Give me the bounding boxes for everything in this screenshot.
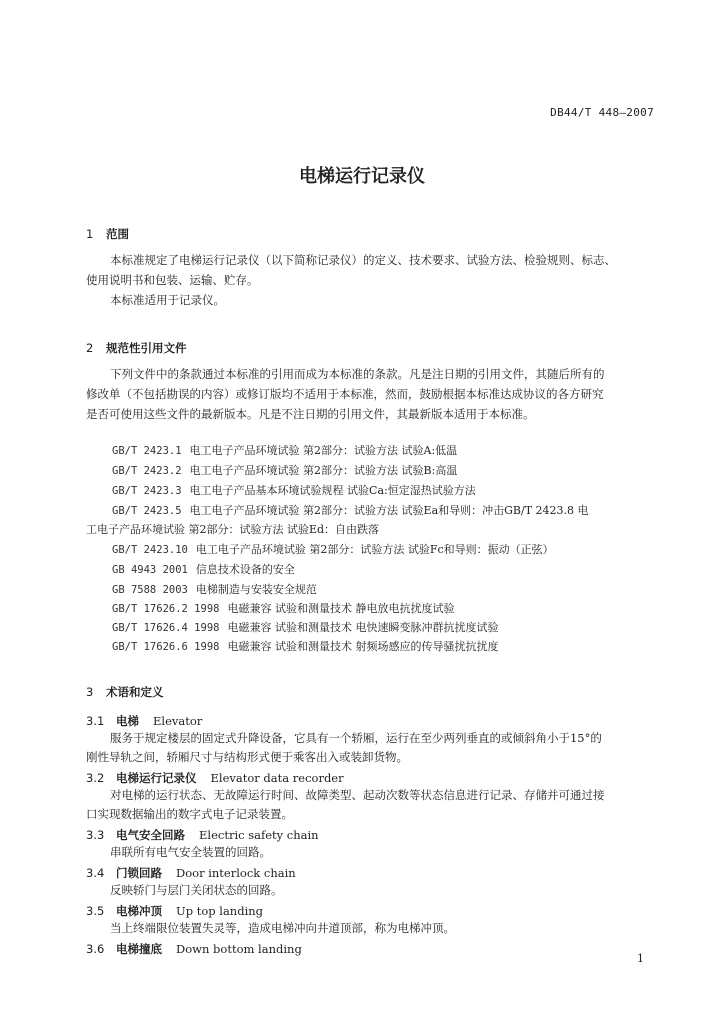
document-title: 电梯运行记录仪: [299, 166, 425, 187]
section-title: 规范性引用文件: [106, 341, 187, 355]
term-definition-line: 串联所有电气安全装置的回路。: [110, 845, 271, 859]
scope-paragraph-line: 本标准适用于记录仪。: [110, 293, 225, 307]
reference-code: GB/T 2423.3: [112, 485, 182, 497]
section-heading-normative: [86, 340, 187, 356]
normative-paragraph-line: 修改单（不包括勘误的内容）或修订版均不适用于本标准，然而，鼓励根据本标准达成协议的各方研究: [86, 387, 604, 401]
section-number: 2: [86, 341, 94, 355]
term-english: Down bottom landing: [176, 942, 302, 956]
term-name: 电气安全回路: [116, 828, 185, 842]
section-title: 范围: [106, 227, 129, 241]
term-number: 3.2: [86, 771, 105, 785]
term-english: Door interlock chain: [176, 866, 296, 880]
section-heading-scope: [86, 226, 129, 242]
reference-code: GB/T 2423.5: [112, 505, 182, 517]
reference-code: GB/T 2423.10: [112, 544, 188, 556]
reference-item: [112, 600, 454, 616]
term-name: 电梯冲顶: [116, 904, 162, 918]
term-name: 电梯撞底: [116, 942, 162, 956]
term-definition-line: 当上终端限位装置失灵等，造成电梯冲向井道顶部，称为电梯冲顶。: [110, 921, 455, 935]
term-name: 电梯运行记录仪: [116, 771, 197, 785]
term-name: 门锁回路: [116, 866, 162, 880]
scope-paragraph-line: 使用说明书和包装、运输、贮存。: [86, 273, 259, 287]
reference-title: 电工电子产品基本环境试验规程 试验Ca:恒定湿热试验方法: [189, 484, 476, 497]
reference-title: 电工电子产品环境试验 第2部分：试验方法 试验A:低温: [189, 444, 458, 457]
term-english: Up top landing: [176, 904, 264, 918]
reference-code: GB/T 17626.4 1998: [112, 622, 220, 634]
reference-item: [112, 502, 589, 518]
section-number: 3: [86, 685, 94, 699]
document-code: DB44/T 448—2007: [550, 106, 654, 119]
term-number: 3.5: [86, 904, 105, 918]
term-english: Electric safety chain: [199, 828, 319, 842]
term-number: 3.6: [86, 942, 105, 956]
reference-item: [112, 619, 498, 635]
reference-item: [112, 581, 317, 597]
reference-code: GB/T 2423.2: [112, 465, 182, 477]
reference-title: 电工电子产品环境试验 第2部分：试验方法 试验Ea和导则：冲击GB/T 2423.8 电: [189, 504, 589, 517]
reference-title: 电磁兼容 试验和测量技术 电快速瞬变脉冲群抗扰度试验: [227, 621, 499, 634]
scope-paragraph-line: 本标准规定了电梯运行记录仪（以下简称记录仪）的定义、技术要求、试验方法、检验规则、标志、: [110, 253, 616, 267]
term-definition-line: 服务于规定楼层的固定式升降设备，它具有一个轿厢，运行在至少两列垂直的或倾斜角小于15°的: [110, 731, 602, 745]
term-name: 电梯: [116, 714, 139, 728]
reference-code: GB 4943 2001: [112, 564, 188, 576]
section-number: 1: [86, 227, 94, 241]
reference-item: [112, 442, 457, 458]
reference-code: GB/T 17626.2 1998: [112, 603, 220, 615]
term-definition-line: 刚性导轨之间，轿厢尺寸与结构形式便于乘客出入或装卸货物。: [86, 750, 408, 764]
reference-title: 信息技术设备的安全: [195, 563, 295, 576]
reference-code: GB/T 17626.6 1998: [112, 641, 220, 653]
term-definition-line: 对电梯的运行状态、无故障运行时间、故障类型、起动次数等状态信息进行记录、存储并可通过接: [110, 788, 605, 802]
page-number: 1: [637, 952, 644, 965]
term-number: 3.3: [86, 828, 105, 842]
term-english: Elevator: [153, 714, 203, 728]
reference-code: GB 7588 2003: [112, 584, 188, 596]
term-entry: [86, 862, 296, 881]
reference-title: 电梯制造与安装安全规范: [195, 583, 317, 596]
term-entry: [86, 824, 319, 843]
reference-title: 电磁兼容 试验和测量技术 静电放电抗扰度试验: [227, 602, 455, 615]
reference-item-continuation: [86, 521, 379, 537]
reference-item: [112, 561, 295, 577]
term-entry: [86, 710, 202, 729]
term-number: 3.1: [86, 714, 105, 728]
normative-paragraph-line: 是否可使用这些文件的最新版本。凡是不注日期的引用文件，其最新版本适用于本标准。: [86, 407, 535, 421]
reference-item: [112, 482, 476, 498]
reference-code: GB/T 2423.1: [112, 445, 182, 457]
reference-item: [112, 638, 498, 654]
normative-paragraph-line: 下列文件中的条款通过本标准的引用而成为本标准的条款。凡是注日期的引用文件，其随后所有的: [110, 367, 605, 381]
term-definition-line: 反映轿门与层门关闭状态的回路。: [110, 883, 283, 897]
reference-title: 电磁兼容 试验和测量技术 射频场感应的传导骚扰抗扰度: [227, 640, 499, 653]
reference-title: 工电子产品环境试验 第2部分：试验方法 试验Ed：自由跌落: [86, 523, 380, 536]
reference-title: 电工电子产品环境试验 第2部分：试验方法 试验B:高温: [189, 464, 458, 477]
term-entry: [86, 767, 344, 786]
term-entry: [86, 900, 263, 919]
section-heading-terms: [86, 684, 164, 700]
term-number: 3.4: [86, 866, 105, 880]
reference-item: [112, 462, 457, 478]
term-english: Elevator data recorder: [210, 771, 344, 785]
term-definition-line: 口实现数据输出的数字式电子记录装置。: [86, 807, 293, 821]
reference-item: [112, 541, 554, 557]
term-entry: [86, 938, 302, 957]
reference-title: 电工电子产品环境试验 第2部分：试验方法 试验Fc和导则：振动（正弦）: [195, 543, 554, 556]
section-title: 术语和定义: [106, 685, 164, 699]
